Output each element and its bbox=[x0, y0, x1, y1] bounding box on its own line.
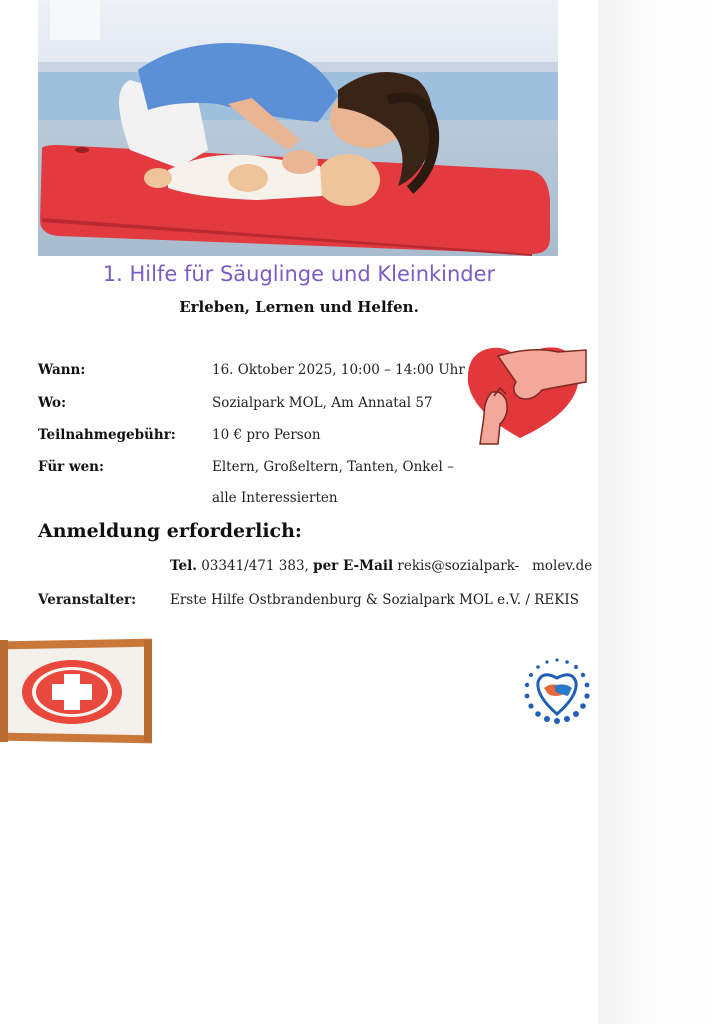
scan-page-edge bbox=[598, 0, 718, 1024]
organizer-label: Veranstalter: bbox=[38, 592, 137, 608]
contact-line bbox=[170, 558, 592, 574]
detail-value-audience: Eltern, Großeltern, Tanten, Onkel – bbox=[212, 459, 454, 475]
detail-value-when: 16. Oktober 2025, 10:00 – 14:00 Uhr bbox=[212, 362, 465, 378]
flyer-title: 1. Hilfe für Säuglinge und Kleinkinder bbox=[102, 262, 496, 286]
tel-label: Tel. bbox=[170, 558, 197, 574]
detail-value-fee: 10 € pro Person bbox=[212, 427, 321, 443]
email-label: per E-Mail bbox=[313, 558, 394, 574]
detail-label-where: Wo: bbox=[38, 395, 67, 411]
infant-cpr-photo bbox=[38, 0, 558, 256]
first-aid-cross-icon bbox=[0, 636, 154, 750]
registration-heading: Anmeldung erforderlich: bbox=[38, 520, 302, 542]
detail-value-audience-cont: alle Interessierten bbox=[212, 490, 338, 506]
detail-value-where: Sozialpark MOL, Am Annatal 57 bbox=[212, 395, 433, 411]
flyer-subtitle: Erleben, Lernen und Helfen. bbox=[179, 298, 419, 316]
heart-hands-icon bbox=[462, 342, 588, 450]
detail-label-fee: Teilnahmegebühr: bbox=[38, 427, 176, 443]
helping-hands-heart-logo bbox=[520, 656, 594, 730]
detail-label-when: Wann: bbox=[38, 362, 86, 378]
organizer-value: Erste Hilfe Ostbrandenburg & Sozialpark MOL e.V. / REKIS bbox=[170, 592, 579, 608]
tel-value: 03341/471 383, bbox=[201, 558, 309, 574]
email-value: rekis@sozialpark- molev.de bbox=[397, 558, 593, 574]
detail-label-audience: Für wen: bbox=[38, 459, 104, 475]
